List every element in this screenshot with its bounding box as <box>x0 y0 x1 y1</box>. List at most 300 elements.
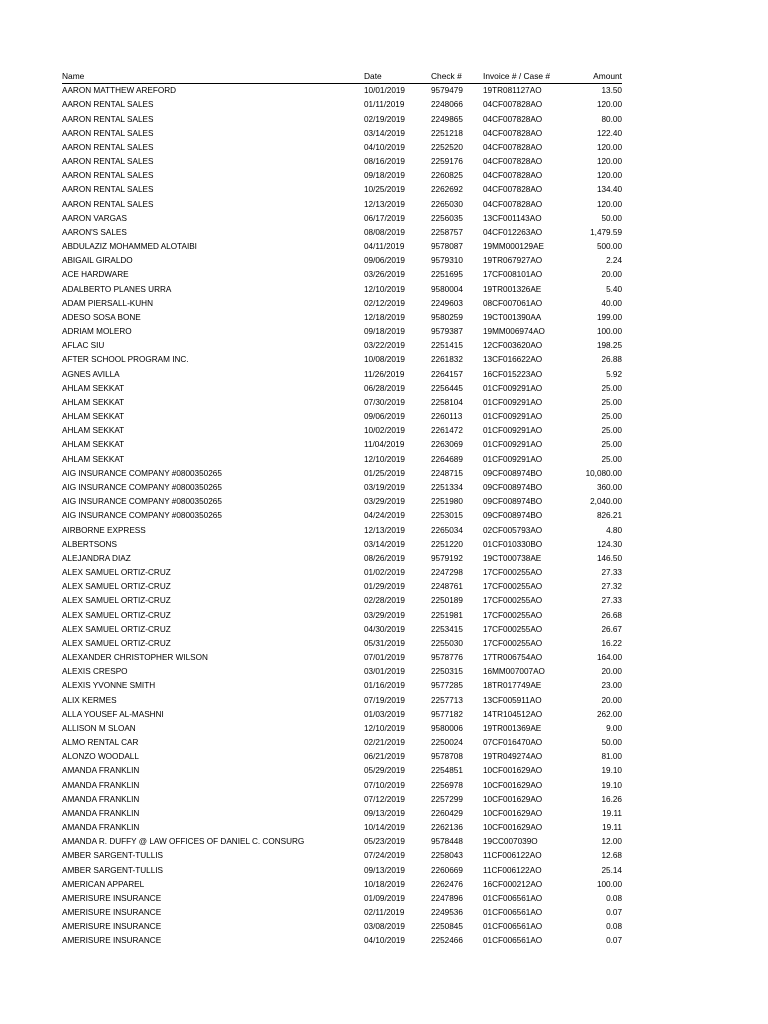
cell-check: 2257299 <box>431 794 463 804</box>
cell-invoice: 01CF009291AO <box>483 397 543 407</box>
cell-name: AIG INSURANCE COMPANY #0800350265 <box>62 497 222 507</box>
cell-date: 05/29/2019 <box>364 766 405 776</box>
cell-check: 2260825 <box>431 171 463 181</box>
cell-date: 12/13/2019 <box>364 525 405 535</box>
cell-name: AARON'S SALES <box>62 227 127 237</box>
cell-date: 12/18/2019 <box>364 312 405 322</box>
cell-amount: 25.00 <box>601 426 622 436</box>
cell-name: ACE HARDWARE <box>62 270 129 280</box>
cell-name: ADAM PIERSALL-KUHN <box>62 298 153 308</box>
cell-check: 9579479 <box>431 86 463 96</box>
cell-amount: 826.21 <box>596 511 622 521</box>
cell-invoice: 16MM007007AO <box>483 667 545 677</box>
cell-check: 2256445 <box>431 383 463 393</box>
cell-check: 9578708 <box>431 752 463 762</box>
table-row <box>62 467 622 481</box>
cell-check: 2248715 <box>431 468 463 478</box>
cell-check: 2261472 <box>431 426 463 436</box>
cell-name: ABDULAZIZ MOHAMMED ALOTAIBI <box>62 242 197 252</box>
cell-invoice: 08CF007061AO <box>483 298 543 308</box>
column-header-name: Name <box>62 69 364 84</box>
cell-date: 02/19/2019 <box>364 114 405 124</box>
table-row <box>62 609 622 623</box>
cell-invoice: 11CF006122AO <box>483 865 542 875</box>
table-row <box>62 524 622 538</box>
cell-name: ALEX SAMUEL ORTIZ-CRUZ <box>62 638 171 648</box>
cell-amount: 146.50 <box>596 553 622 563</box>
cell-check: 2250189 <box>431 596 463 606</box>
cell-invoice: 04CF012263AO <box>483 227 543 237</box>
cell-invoice: 17CF000255AO <box>483 638 543 648</box>
cell-amount: 2,040.00 <box>590 497 622 507</box>
table-row <box>62 566 622 580</box>
cell-check: 2249603 <box>431 298 463 308</box>
cell-name: ADRIAM MOLERO <box>62 327 132 337</box>
cell-check: 2258104 <box>431 397 463 407</box>
cell-invoice: 01CF009291AO <box>483 440 543 450</box>
cell-date: 07/12/2019 <box>364 794 405 804</box>
cell-check: 2257713 <box>431 695 463 705</box>
cell-check: 2253015 <box>431 511 463 521</box>
cell-name: AHLAM SEKKAT <box>62 412 125 422</box>
cell-date: 11/04/2019 <box>364 440 405 450</box>
cell-name: ALEX SAMUEL ORTIZ-CRUZ <box>62 624 171 634</box>
cell-check: 9579310 <box>431 256 463 266</box>
cell-amount: 25.00 <box>601 440 622 450</box>
cell-amount: 80.00 <box>601 114 622 124</box>
cell-amount: 124.30 <box>596 539 622 549</box>
table-row <box>62 438 622 452</box>
cell-invoice: 10CF001629AO <box>483 794 543 804</box>
cell-date: 05/31/2019 <box>364 638 405 648</box>
cell-amount: 20.00 <box>601 695 622 705</box>
cell-name: AARON RENTAL SALES <box>62 199 154 209</box>
table-row <box>62 396 622 410</box>
cell-date: 02/12/2019 <box>364 298 405 308</box>
cell-date: 08/26/2019 <box>364 553 405 563</box>
cell-name: ALEX SAMUEL ORTIZ-CRUZ <box>62 568 171 578</box>
table-row <box>62 665 622 679</box>
cell-invoice: 01CF010330BO <box>483 539 543 549</box>
table-row <box>62 84 622 99</box>
cell-date: 06/28/2019 <box>364 383 405 393</box>
cell-date: 07/19/2019 <box>364 695 405 705</box>
cell-date: 02/28/2019 <box>364 596 405 606</box>
cell-check: 2253415 <box>431 624 463 634</box>
cell-date: 03/19/2019 <box>364 482 405 492</box>
table-header <box>62 69 622 84</box>
cell-amount: 16.26 <box>601 794 622 804</box>
cell-invoice: 01CF009291AO <box>483 426 543 436</box>
cell-name: AARON RENTAL SALES <box>62 100 154 110</box>
cell-date: 03/01/2019 <box>364 667 405 677</box>
cell-invoice: 07CF016470AO <box>483 738 543 748</box>
table-row <box>62 127 622 141</box>
cell-invoice: 04CF007828AO <box>483 128 543 138</box>
cell-invoice: 04CF007828AO <box>483 171 543 181</box>
table-row <box>62 906 622 920</box>
cell-name: ALBERTSONS <box>62 539 117 549</box>
cell-amount: 2.24 <box>606 256 622 266</box>
cell-date: 09/06/2019 <box>364 256 405 266</box>
table-row <box>62 552 622 566</box>
cell-amount: 25.00 <box>601 397 622 407</box>
cell-invoice: 17CF000255AO <box>483 568 543 578</box>
cell-invoice: 17CF000255AO <box>483 596 543 606</box>
cell-amount: 262.00 <box>596 709 622 719</box>
cell-amount: 50.00 <box>601 213 622 223</box>
cell-amount: 19.11 <box>602 808 622 818</box>
header-row <box>62 69 622 84</box>
cell-date: 10/25/2019 <box>364 185 405 195</box>
table-row <box>62 509 622 523</box>
cell-name: AIG INSURANCE COMPANY #0800350265 <box>62 482 222 492</box>
table-row <box>62 183 622 197</box>
cell-date: 04/11/2019 <box>364 242 405 252</box>
cell-invoice: 19MM000129AE <box>483 242 544 252</box>
cell-date: 01/16/2019 <box>364 681 405 691</box>
cell-name: ALMO RENTAL CAR <box>62 738 139 748</box>
cell-check: 2263069 <box>431 440 463 450</box>
table-row <box>62 779 622 793</box>
cell-name: AARON VARGAS <box>62 213 127 223</box>
table-row <box>62 453 622 467</box>
cell-check: 9580006 <box>431 723 463 733</box>
table-row <box>62 864 622 878</box>
cell-check: 2250315 <box>431 667 463 677</box>
cell-check: 2250024 <box>431 738 463 748</box>
cell-amount: 26.67 <box>601 624 622 634</box>
cell-invoice: 17CF008101AO <box>483 270 543 280</box>
cell-check: 2252520 <box>431 142 463 152</box>
cell-name: AHLAM SEKKAT <box>62 397 125 407</box>
cell-name: AIRBORNE EXPRESS <box>62 525 146 535</box>
cell-check: 2262136 <box>431 823 463 833</box>
cell-amount: 40.00 <box>601 298 622 308</box>
cell-invoice: 13CF016622AO <box>483 355 543 365</box>
cell-check: 2260429 <box>431 808 463 818</box>
cell-name: AARON RENTAL SALES <box>62 142 154 152</box>
table-row <box>62 311 622 325</box>
cell-amount: 27.33 <box>601 568 622 578</box>
cell-invoice: 19TR049274AO <box>483 752 543 762</box>
cell-check: 2251980 <box>431 497 463 507</box>
table-row <box>62 297 622 311</box>
cell-date: 09/06/2019 <box>364 412 405 422</box>
cell-amount: 122.40 <box>596 128 622 138</box>
cell-amount: 4.80 <box>606 525 622 535</box>
cell-amount: 12.68 <box>601 851 622 861</box>
cell-invoice: 01CF006561AO <box>483 893 543 903</box>
table-row <box>62 736 622 750</box>
cell-check: 2251415 <box>431 341 463 351</box>
cell-check: 2262692 <box>431 185 463 195</box>
cell-name: ALEXIS CRESPO <box>62 667 128 677</box>
cell-invoice: 01CF009291AO <box>483 454 543 464</box>
cell-check: 2254851 <box>431 766 463 776</box>
cell-amount: 20.00 <box>601 270 622 280</box>
cell-name: AMERISURE INSURANCE <box>62 922 162 932</box>
cell-name: AMBER SARGENT-TULLIS <box>62 865 163 875</box>
cell-name: ALEXANDER CHRISTOPHER WILSON <box>62 653 208 663</box>
cell-date: 03/14/2019 <box>364 539 405 549</box>
cell-date: 09/13/2019 <box>364 865 405 875</box>
cell-invoice: 17TR006754AO <box>483 653 543 663</box>
cell-check: 2251981 <box>431 610 463 620</box>
cell-date: 09/13/2019 <box>364 808 405 818</box>
cell-check: 2258043 <box>431 851 463 861</box>
cell-amount: 1,479.59 <box>590 227 622 237</box>
cell-invoice: 04CF007828AO <box>483 100 543 110</box>
cell-date: 07/01/2019 <box>364 653 405 663</box>
cell-invoice: 13CF005911AO <box>483 695 542 705</box>
cell-amount: 13.50 <box>601 86 622 96</box>
cell-amount: 16.22 <box>601 638 622 648</box>
cell-check: 9577285 <box>431 681 463 691</box>
table-row <box>62 708 622 722</box>
cell-check: 2262476 <box>431 879 463 889</box>
cell-amount: 25.00 <box>601 412 622 422</box>
table-row <box>62 934 622 948</box>
cell-invoice: 10CF001629AO <box>483 780 543 790</box>
table-row <box>62 113 622 127</box>
cell-date: 10/08/2019 <box>364 355 405 365</box>
table-row <box>62 226 622 240</box>
cell-amount: 10,080.00 <box>585 468 622 478</box>
cell-date: 11/26/2019 <box>364 369 405 379</box>
cell-name: AMERISURE INSURANCE <box>62 893 162 903</box>
cell-name: AARON MATTHEW AREFORD <box>62 86 177 96</box>
cell-name: AMERISURE INSURANCE <box>62 936 162 946</box>
cell-date: 04/24/2019 <box>364 511 405 521</box>
cell-invoice: 04CF007828AO <box>483 142 543 152</box>
cell-amount: 120.00 <box>596 171 622 181</box>
cell-invoice: 09CF008974BO <box>483 468 543 478</box>
cell-check: 2248761 <box>431 582 463 592</box>
cell-invoice: 16CF000212AO <box>483 879 543 889</box>
cell-invoice: 04CF007828AO <box>483 157 543 167</box>
cell-date: 01/09/2019 <box>364 893 405 903</box>
cell-amount: 100.00 <box>596 327 622 337</box>
cell-invoice: 16CF015223AO <box>483 369 543 379</box>
cell-invoice: 19TR067927AO <box>483 256 543 266</box>
cell-name: ABIGAIL GIRALDO <box>62 256 133 266</box>
cell-name: AMANDA FRANKLIN <box>62 823 140 833</box>
table-row <box>62 283 622 297</box>
column-header-date: Date <box>364 69 431 84</box>
table-row <box>62 920 622 934</box>
cell-date: 07/10/2019 <box>364 780 405 790</box>
table-row <box>62 849 622 863</box>
cell-date: 04/10/2019 <box>364 142 405 152</box>
cell-amount: 50.00 <box>601 738 622 748</box>
cell-amount: 198.25 <box>596 341 622 351</box>
cell-invoice: 19CT000738AE <box>483 553 542 563</box>
cell-name: ALONZO WOODALL <box>62 752 139 762</box>
table-row <box>62 212 622 226</box>
cell-check: 2265030 <box>431 199 463 209</box>
table-row <box>62 495 622 509</box>
cell-check: 2265034 <box>431 525 463 535</box>
cell-amount: 199.00 <box>596 312 622 322</box>
cell-check: 2258757 <box>431 227 463 237</box>
table-row <box>62 651 622 665</box>
table-row <box>62 198 622 212</box>
table-row <box>62 382 622 396</box>
table-row <box>62 268 622 282</box>
cell-amount: 0.08 <box>606 893 622 903</box>
table-row <box>62 694 622 708</box>
cell-date: 06/17/2019 <box>364 213 405 223</box>
cell-name: AHLAM SEKKAT <box>62 454 125 464</box>
cell-invoice: 12CF003620AO <box>483 341 543 351</box>
cell-amount: 0.07 <box>606 936 622 946</box>
cell-date: 03/08/2019 <box>364 922 405 932</box>
cell-date: 10/02/2019 <box>364 426 405 436</box>
table-row <box>62 240 622 254</box>
cell-check: 9577182 <box>431 709 463 719</box>
cell-check: 2260113 <box>431 412 463 422</box>
cell-name: AARON RENTAL SALES <box>62 128 154 138</box>
cell-amount: 100.00 <box>596 879 622 889</box>
table-body <box>62 84 622 949</box>
cell-name: AARON RENTAL SALES <box>62 114 154 124</box>
cell-invoice: 09CF008974BO <box>483 511 543 521</box>
cell-amount: 134.40 <box>596 185 622 195</box>
table-row <box>62 368 622 382</box>
cell-amount: 25.00 <box>601 454 622 464</box>
cell-check: 9579387 <box>431 327 463 337</box>
cell-name: ALEX SAMUEL ORTIZ-CRUZ <box>62 582 171 592</box>
table-row <box>62 835 622 849</box>
cell-name: AMERISURE INSURANCE <box>62 908 162 918</box>
table-row <box>62 141 622 155</box>
cell-invoice: 04CF007828AO <box>483 185 543 195</box>
table-row <box>62 623 622 637</box>
cell-invoice: 01CF009291AO <box>483 383 543 393</box>
cell-check: 2250845 <box>431 922 463 932</box>
cell-date: 01/11/2019 <box>364 100 405 110</box>
cell-amount: 26.88 <box>601 355 622 365</box>
cell-invoice: 10CF001629AO <box>483 808 543 818</box>
cell-check: 2247298 <box>431 568 463 578</box>
cell-invoice: 01CF009291AO <box>483 412 543 422</box>
cell-name: AMANDA FRANKLIN <box>62 780 140 790</box>
cell-name: ALEX SAMUEL ORTIZ-CRUZ <box>62 596 171 606</box>
cell-check: 9578087 <box>431 242 463 252</box>
cell-date: 01/29/2019 <box>364 582 405 592</box>
table-row <box>62 254 622 268</box>
cell-check: 9578448 <box>431 837 463 847</box>
payments-table <box>62 69 622 949</box>
cell-date: 01/03/2019 <box>364 709 405 719</box>
cell-amount: 20.00 <box>601 667 622 677</box>
cell-check: 2255030 <box>431 638 463 648</box>
cell-amount: 26.68 <box>601 610 622 620</box>
cell-date: 12/10/2019 <box>364 284 405 294</box>
cell-check: 9580259 <box>431 312 463 322</box>
table-row <box>62 594 622 608</box>
cell-amount: 120.00 <box>596 199 622 209</box>
cell-invoice: 01CF006561AO <box>483 908 543 918</box>
cell-amount: 19.10 <box>601 766 622 776</box>
cell-name: AMERICAN APPAREL <box>62 879 145 889</box>
cell-invoice: 10CF001629AO <box>483 823 543 833</box>
cell-check: 2251218 <box>431 128 463 138</box>
cell-date: 01/25/2019 <box>364 468 405 478</box>
cell-date: 03/29/2019 <box>364 497 405 507</box>
cell-amount: 9.00 <box>606 723 622 733</box>
cell-invoice: 02CF005793AO <box>483 525 543 535</box>
cell-date: 04/10/2019 <box>364 936 405 946</box>
table-row <box>62 325 622 339</box>
cell-date: 03/26/2019 <box>364 270 405 280</box>
cell-amount: 0.08 <box>606 922 622 932</box>
cell-invoice: 04CF007828AO <box>483 114 543 124</box>
cell-check: 2256978 <box>431 780 463 790</box>
payments-sheet <box>62 69 622 949</box>
cell-amount: 120.00 <box>596 157 622 167</box>
cell-name: AHLAM SEKKAT <box>62 440 125 450</box>
cell-date: 03/14/2019 <box>364 128 405 138</box>
table-row <box>62 821 622 835</box>
cell-name: AHLAM SEKKAT <box>62 426 125 436</box>
cell-check: 2261832 <box>431 355 463 365</box>
cell-date: 06/21/2019 <box>364 752 405 762</box>
cell-check: 2251695 <box>431 270 463 280</box>
table-row <box>62 679 622 693</box>
cell-invoice: 09CF008974BO <box>483 497 543 507</box>
cell-date: 02/21/2019 <box>364 738 405 748</box>
cell-check: 2264157 <box>431 369 463 379</box>
column-header-invoice: Invoice # / Case # <box>483 69 571 84</box>
cell-amount: 500.00 <box>596 242 622 252</box>
cell-name: ALLISON M SLOAN <box>62 723 136 733</box>
cell-name: AMANDA FRANKLIN <box>62 808 140 818</box>
cell-invoice: 19TR081127AO <box>483 86 542 96</box>
cell-name: AFTER SCHOOL PROGRAM INC. <box>62 355 189 365</box>
cell-date: 10/01/2019 <box>364 86 405 96</box>
table-row <box>62 892 622 906</box>
cell-name: AARON RENTAL SALES <box>62 157 154 167</box>
table-row <box>62 807 622 821</box>
cell-invoice: 01CF006561AO <box>483 922 543 932</box>
cell-check: 2249865 <box>431 114 463 124</box>
cell-amount: 27.32 <box>601 582 622 592</box>
table-row <box>62 637 622 651</box>
cell-name: ALEX SAMUEL ORTIZ-CRUZ <box>62 610 171 620</box>
cell-invoice: 19TR001369AE <box>483 723 542 733</box>
cell-name: ALEJANDRA DIAZ <box>62 553 131 563</box>
cell-amount: 5.92 <box>606 369 622 379</box>
table-row <box>62 538 622 552</box>
table-row <box>62 424 622 438</box>
cell-name: ADESO SOSA BONE <box>62 312 141 322</box>
cell-amount: 81.00 <box>601 752 622 762</box>
cell-amount: 23.00 <box>601 681 622 691</box>
table-row <box>62 764 622 778</box>
cell-date: 10/18/2019 <box>364 879 405 889</box>
cell-invoice: 14TR104512AO <box>483 709 543 719</box>
cell-check: 2259176 <box>431 157 463 167</box>
cell-date: 07/30/2019 <box>364 397 405 407</box>
cell-amount: 0.07 <box>606 908 622 918</box>
cell-date: 03/22/2019 <box>364 341 405 351</box>
cell-check: 2251334 <box>431 482 463 492</box>
table-row <box>62 169 622 183</box>
cell-name: AARON RENTAL SALES <box>62 171 154 181</box>
cell-date: 08/08/2019 <box>364 227 405 237</box>
